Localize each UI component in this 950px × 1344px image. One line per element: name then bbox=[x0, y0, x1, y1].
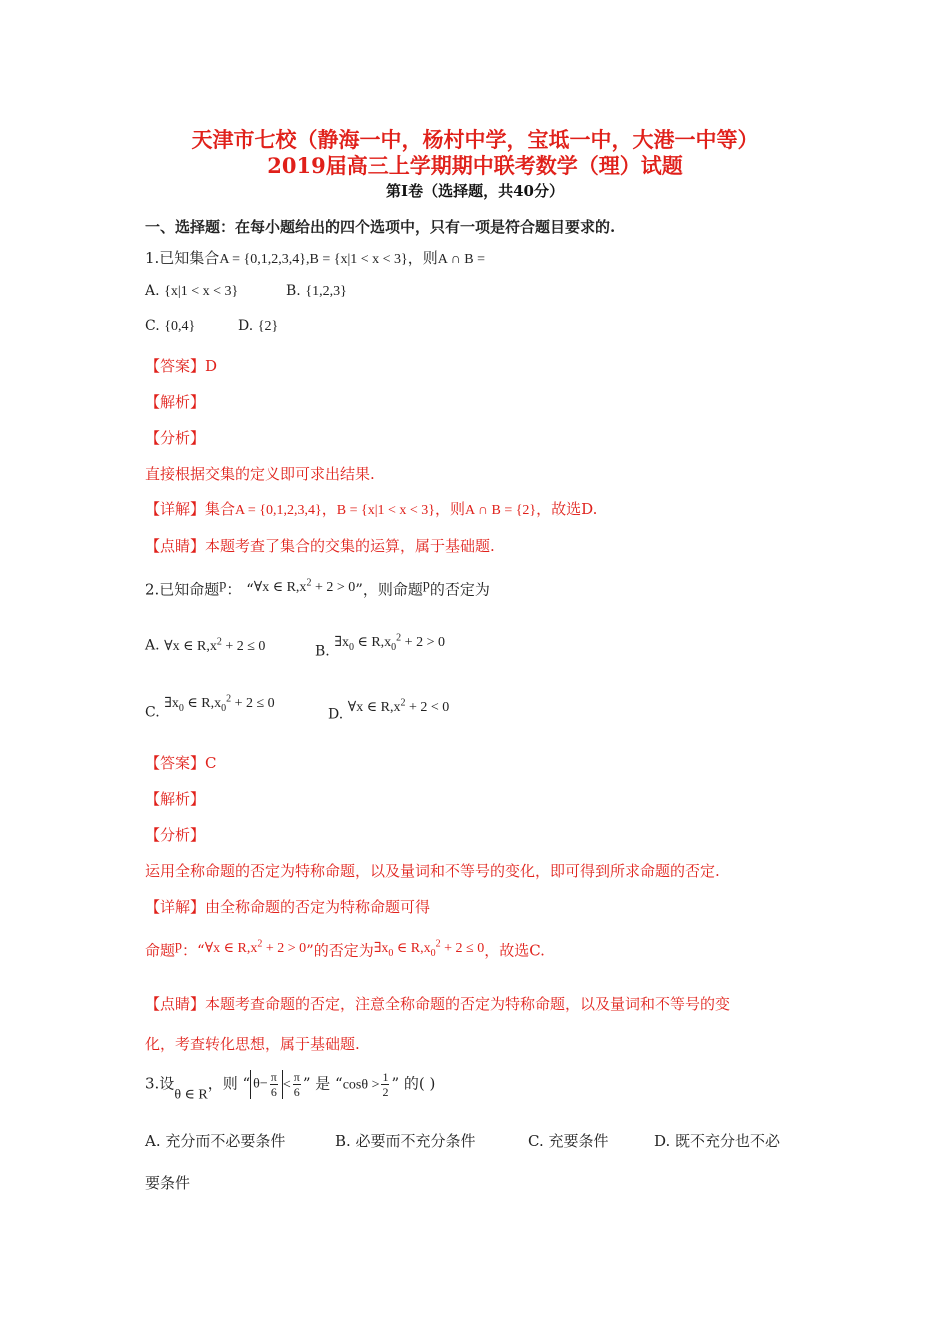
q2-option-d: D. ∀x ∈ $R,x^2 + 2 < 0$ bbox=[328, 697, 450, 723]
q3-option-d-continued: 要条件 bbox=[145, 1174, 191, 1192]
part-heading: 一、选择题：在每小题给出的四个选项中，只有一项是符合题目要求的. bbox=[145, 218, 616, 236]
q3-option-d: D. 既不充分也不必 bbox=[654, 1132, 781, 1150]
q2-detail-line2: 命题$^p$：“∀x ∈ $R,x^2 + 2 > 0$”的否定为$\exists x_0$ ∈ $R,x_0^2 + 2 \le 0$，故选C. bbox=[145, 938, 545, 960]
q3-option-a: A. 充分而不必要条件 bbox=[145, 1132, 286, 1150]
q1-analysis: 直接根据交集的定义即可求出结果. bbox=[145, 465, 375, 483]
q3-option-c: C. 充要条件 bbox=[528, 1132, 609, 1150]
q2-note-line2: 化，考查转化思想，属于基础题. bbox=[145, 1035, 360, 1053]
q1-stem: 1.已知集合A = {0,1,2,3,4},B = {x|1 < x < 3}，则A ∩ B = bbox=[145, 249, 485, 267]
q2-option-c: C. $\exists x_0$ ∈ $R,x_0^2 + 2 \le 0$ bbox=[145, 693, 275, 721]
q2-jiexi: 【解析】 bbox=[145, 790, 206, 808]
q1-jiexi: 【解析】 bbox=[145, 393, 206, 411]
q1-answer: 【答案】D bbox=[145, 357, 218, 375]
q2-detail: 【详解】由全称命题的否定为特称命题可得 bbox=[145, 898, 431, 916]
q1-option-c: C. {0,4} bbox=[145, 318, 196, 334]
q1-option-b: B. {1,2,3} bbox=[286, 283, 347, 299]
q1-option-a: A. {x|1 < x < 3} bbox=[145, 283, 239, 299]
q1-detail: 【详解】集合A = {0,1,2,3,4}，B = {x|1 < x < 3}，则A ∩ B = {2}，故选D. bbox=[145, 500, 598, 518]
q3-option-b: B. 必要而不充分条件 bbox=[335, 1132, 476, 1150]
q1-note: 【点睛】本题考查了集合的交集的运算，属于基础题. bbox=[145, 537, 495, 555]
section-heading: 第Ⅰ卷（选择题，共40分） bbox=[386, 182, 564, 200]
q2-fenxi: 【分析】 bbox=[145, 826, 206, 844]
q2-option-b: B. $\exists x_0$ ∈ $R,x_0^2 + 2 > 0$ bbox=[315, 632, 445, 660]
q2-option-a: A. ∀x ∈ $R,x^2 + 2 \le 0$ bbox=[145, 636, 266, 654]
q2-note-line1: 【点睛】本题考查命题的否定，注意全称命题的否定为特称命题，以及量词和不等号的变 bbox=[145, 995, 731, 1013]
page-title-line1: 天津市七校（静海一中，杨村中学，宝坻一中，大港一中等） bbox=[191, 127, 759, 152]
q2-answer: 【答案】C bbox=[145, 754, 217, 772]
q1-option-d: D. {2} bbox=[238, 318, 279, 334]
q2-stem: 2.已知命题$^p$： “∀x ∈ $R,x^2 + 2 > 0$”，则命题$^p$的否定为 bbox=[145, 577, 490, 599]
q3-stem: 3.设θ ∈ R，则 “ θ− $\frac{\pi}{6}$ < $\frac{\pi}{6}$ ” 是 “cosθ > $\frac{1}{2}$ ” 的( ) bbox=[145, 1070, 436, 1103]
q1-fenxi: 【分析】 bbox=[145, 429, 206, 447]
q2-analysis: 运用全称命题的否定为特称命题，以及量词和不等号的变化，即可得到所求命题的否定. bbox=[145, 862, 720, 880]
page-title-line2: 2019届高三上学期期中联考数学（理）试题 bbox=[267, 153, 683, 178]
